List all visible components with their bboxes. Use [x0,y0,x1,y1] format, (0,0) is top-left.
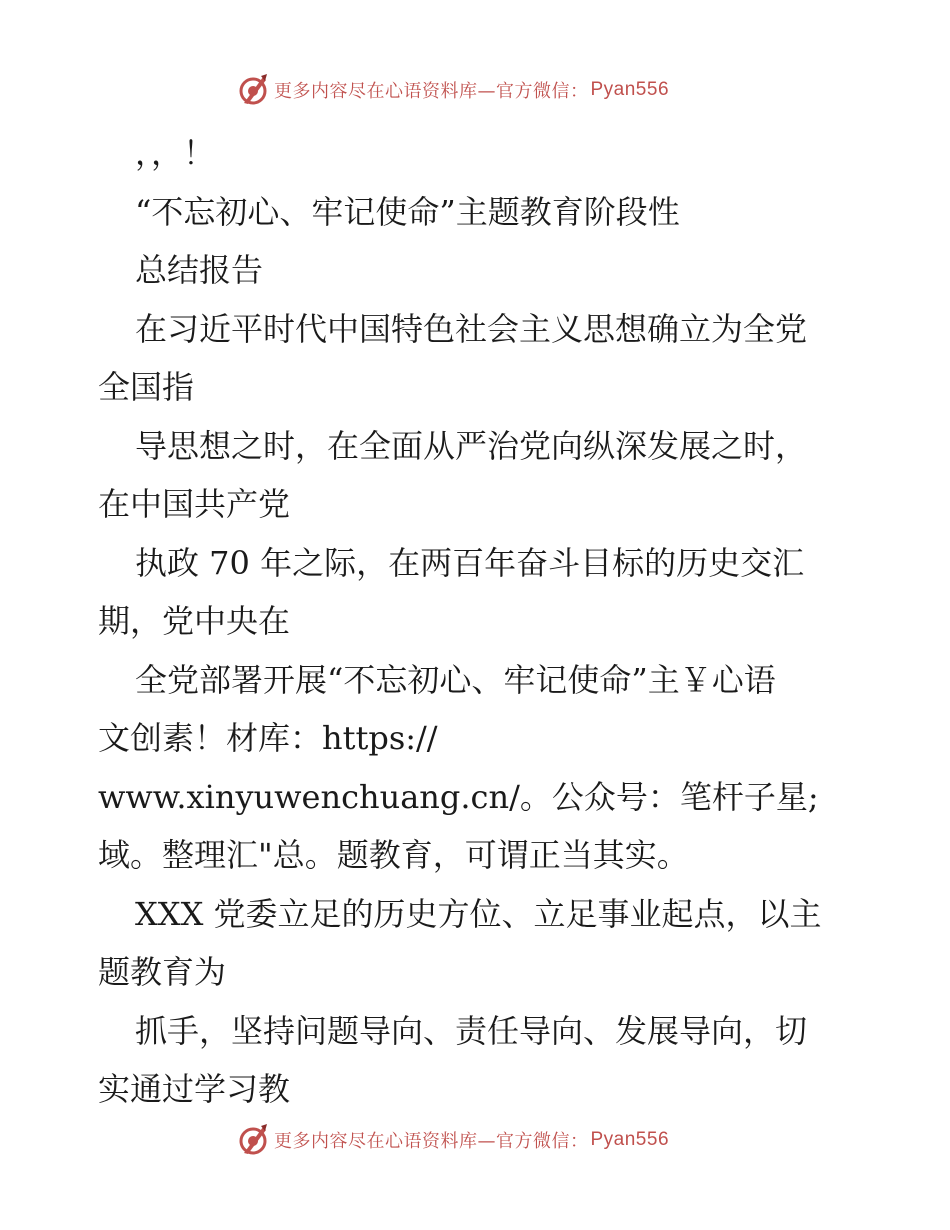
document-line: 实通过学习教 [98,1070,291,1108]
document-line: 文创素！材库：https:// [98,719,438,757]
document-line: ，，！ [135,134,216,172]
document-line: “不忘初心、牢记使命”主题教育阶段性 [135,192,680,231]
document-line: 全党部署开展“不忘初心、牢记使命”主￥心语 [135,660,776,699]
document-body [98,124,858,1119]
watermark-wechat-id: Pyan556 [590,79,670,100]
document-line: XXX 党委立足的历史方位、立足事业起点，以主 [135,894,822,933]
quill-seal-icon [236,73,270,107]
watermark-text: 更多内容尽在心语资料库—官方微信： [274,81,589,102]
document-line: 导思想之时，在全面从严治党向纵深发展之时， [135,426,808,465]
document-line: 抓手，坚持问题导向、责任导向、发展导向，切 [135,1011,808,1050]
document-line: 期，党中央在 [98,602,291,640]
footer-watermark [236,1122,669,1158]
watermark-text: 更多内容尽在心语资料库—官方微信： [274,1131,589,1152]
document-line: 题教育为 [98,953,227,991]
document-line: 总结报告 [135,251,264,289]
document-line: 执政 70 年之际，在两百年奋斗目标的历史交汇 [135,543,805,582]
quill-seal-icon [236,1123,270,1157]
document-line: 在中国共产党 [98,485,291,523]
header-watermark [236,72,669,108]
watermark-wechat-id: Pyan556 [590,1129,670,1150]
document-line: www.xinyuwenchuang.cn/。公众号：笔杆子星; [98,777,819,816]
document-line: 在习近平时代中国特色社会主义思想确立为全党 [135,309,808,348]
document-line: 域。整理汇"总。题教育，可谓正当其实。 [98,836,689,874]
document-line: 全国指 [98,368,195,406]
